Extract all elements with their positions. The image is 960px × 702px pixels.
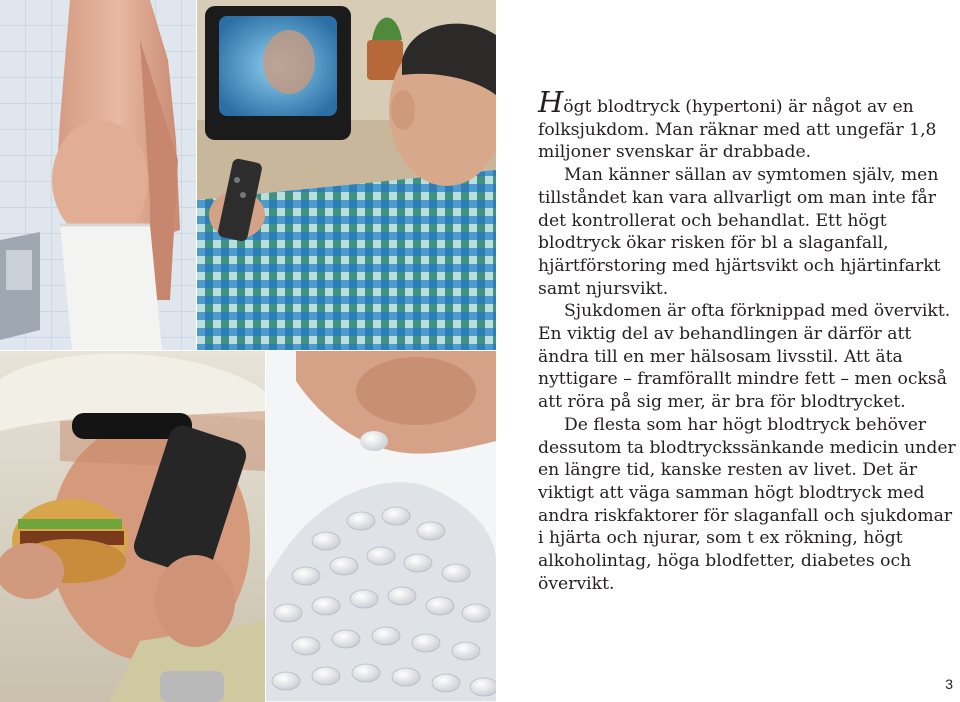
paragraph-1 (538, 85, 958, 164)
paragraph-3: Sjukdomen är ofta förknippad med övervikt. En viktig del av behandlingen är därför att ändra till en mer hälsosam livsstil. Att äta nyttigare – framförallt mindre fett – men också att röra på sig mer, är bra för blodtrycket. (538, 301, 951, 413)
drop-cap: H (538, 85, 564, 119)
paragraph-1-text: ögt blodtryck (hypertoni) är något av en folksjukdom. Man räknar med att ungefär 1,8 miljoner svenskar är drabbade. (538, 97, 937, 163)
overweight-man-photo (0, 0, 196, 350)
man-eating-burger-on-phone-photo (0, 351, 265, 702)
body-text (538, 85, 958, 595)
paragraph-2: Man känner sällan av symtomen själv, men tillståndet kan vara allvarligt om man inte får det kontrollerat och behandlat. Ett högt blodtryck ökar risken för bl a slaganfall, hjärtförstoring med hjärtsvikt och hjärtinfarkt samt njursvikt. (538, 165, 941, 299)
pills-pile-photo (266, 351, 496, 702)
page-number: 3 (945, 676, 953, 692)
paragraph-4: De flesta som har högt blodtryck behöver dessutom ta blodtryckssänkande medicin under en längre tid, kanske resten av livet. Det är viktigt att väga samman högt blodtryck med andra riskfaktorer för slaganfall och sjukdomar i hjärta och njurar, som t ex rökning, högt alkoholintag, höga blodfetter, diabetes och övervikt. (538, 414, 956, 594)
man-watching-tv-photo (197, 0, 496, 350)
